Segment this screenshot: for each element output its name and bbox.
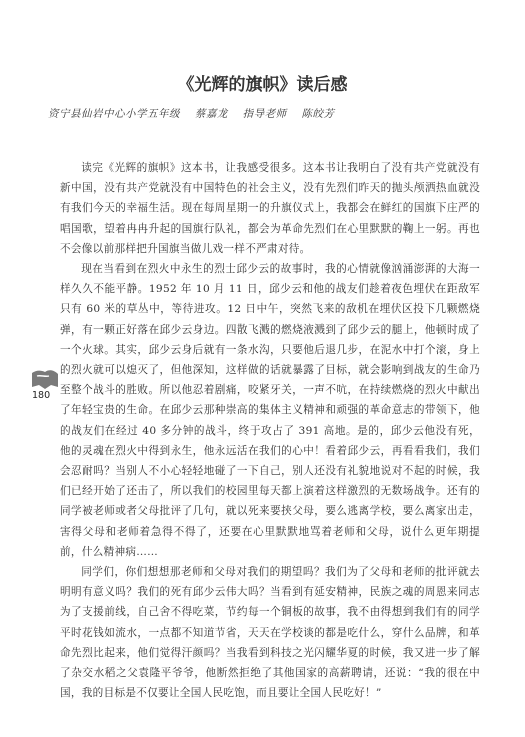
page-tab-icon: [31, 368, 59, 390]
paragraph: 同学们，你们想想那老师和父母对我们的期望吗？我们为了父母和老师的批评就去明明有意义吗？我们的死有邱少云伟大吗？当看到有延安精神，民族之魂的周恩来同志为了支援前线，自己舍不得吃菜，节约每一个铜板的故事，我不由得想到我们有的同学平时花钱如流水，一点都不知道节省，天天在学校谈的都是吃什么，穿什么品牌，和革命先烈比起来，他们觉得汗颜吗？当我看到科技之光闪耀华夏的时候，我又进一步了解了杂交水稻之父袁隆平爷爷，他断然拒绝了其他国家的高薪聘请，还说：“我的很在中国，我的目标是不仅要让全国人民吃饱，而且要让全国人民吃好！”: [60, 566, 480, 700]
author-byline: 资宁县仙岩中心小学五年级 蔡嘉龙 指导老师 陈皎芳: [48, 108, 335, 120]
page-number: 180: [32, 390, 51, 401]
paragraph: 现在当看到在烈火中永生的烈士邱少云的故事时，我的心情就像汹涌澎湃的大海一样久久不能平静。1952 年 10 月 11 日，邱少云和他的战友们趁着夜色埋伏在距敌军只有 60 米的草丛中，等待进攻。12 日中午，突然飞来的敌机在埋伏区投下几颗燃烧弹，有一颗正好落在邱少云身边。四散飞溅的燃烧液溅到了邱少云的腿上，他顿时成了一个火球。其实，邱少云身后就有一条水沟，只要他后退几步，在泥水中打个滚，身上的烈火就可以熄灭了，但他深知，这样做的话就暴露了目标，就会影响到战友的生命乃至整个战斗的胜败。所以他忍着剧痛，咬紧牙关，一声不吭，在持续燃烧的烈火中献出了年轻宝贵的生命。在邱少云那种崇高的集体主义精神和顽强的革命意志的带领下，他的战友们在经过 40 多分钟的战斗，终于攻占了 391 高地。是的，邱少云他没有死，他的灵魂在烈火中得到永生，他永远活在我们的心中！看着邱少云，再看看我们，我们会忍耐吗？当别人不小心轻轻地碰了一下自己，别人还没有礼貌地说对不起的时候，我们已经开始了还击了，所以我们的校园里每天都上演着这样激烈的无数场战争。还有的同学被老师或者父母批评了几句，就以死来要挟父母，要么逃离学校，要么离家出走，害得父母和老师着急得不得了，还要在心里默默地骂着老师和父母，说什么更年期提前，什么精神病……: [60, 263, 480, 558]
paragraph: 读完《光辉的旗帜》这本书，让我感受很多。这本书让我明白了没有共产党就没有新中国，没有共产党就没有中国特色的社会主义，没有先烈们昨天的抛头颅洒热血就没有我们今天的幸福生活。现在每周星期一的升旗仪式上，我都会在鲜红的国旗下庄严的唱国歌，望着冉冉升起的国旗行队礼，都会为革命先烈们在心里默默的鞠上一躬。再也不会像以前那样把升国旗当做儿戏一样不严肃对待。: [60, 162, 480, 255]
article-body: [60, 158, 480, 703]
page-title: 《光辉的旗帜》读后感: [177, 75, 348, 95]
